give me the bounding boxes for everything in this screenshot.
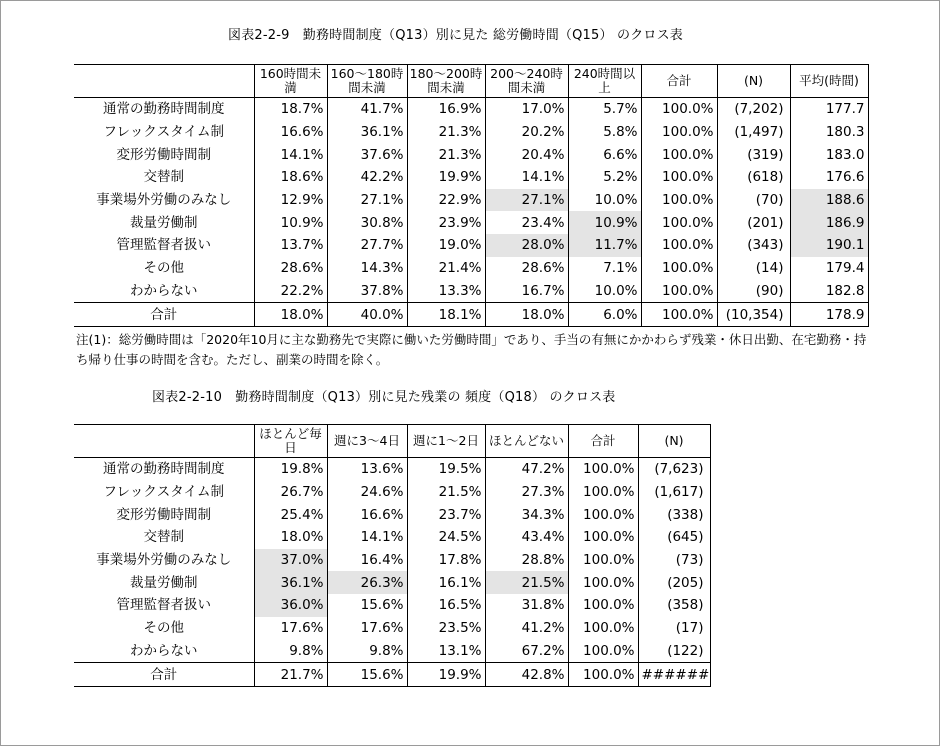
total-label: 合計 [74,663,254,687]
table-cell: 16.9% [407,98,485,121]
table-cell: 100.0% [568,458,638,481]
table-cell: 178.9 [790,303,868,327]
row-label: 管理監督者扱い [74,234,254,257]
table-cell: 25.4% [254,503,327,526]
table-cell: 16.5% [407,594,485,617]
table-cell: (70) [717,189,790,212]
table-cell: 10.9% [568,211,641,234]
table-cell: 42.8% [485,663,568,687]
table-cell: 100.0% [568,571,638,594]
table-cell: 34.3% [485,503,568,526]
table-cell: 100.0% [568,617,638,640]
table-cell: 6.6% [568,143,641,166]
table-cell: 188.6 [790,189,868,212]
table-cell: 37.8% [327,280,407,303]
table-cell: 23.4% [485,211,568,234]
row-label: わからない [74,640,254,663]
table1-body [74,98,868,303]
table-cell: 18.0% [254,526,327,549]
table1-total [74,303,868,327]
table-cell: 67.2% [485,640,568,663]
table-cell: 23.9% [407,211,485,234]
table-cell: 37.0% [254,549,327,572]
table-cell: 13.6% [327,458,407,481]
table-row [74,98,868,121]
table2-header: (N) [638,425,710,458]
table1-header: 160時間未満 [254,65,327,98]
table-cell: (201) [717,211,790,234]
table-cell: 26.7% [254,481,327,504]
table-cell: 26.3% [327,571,407,594]
table-cell: (10,354) [717,303,790,327]
table-row [74,481,710,504]
table-cell: 23.5% [407,617,485,640]
table-cell: (90) [717,280,790,303]
row-label: その他 [74,617,254,640]
row-label: その他 [74,257,254,280]
table-cell: 23.7% [407,503,485,526]
table-cell: 20.2% [485,121,568,144]
table2-body [74,458,710,663]
table-cell: 19.8% [254,458,327,481]
table-cell: 21.3% [407,143,485,166]
table-cell: (7,202) [717,98,790,121]
table-cell: 14.1% [327,526,407,549]
table-cell: 27.3% [485,481,568,504]
table-cell: 18.1% [407,303,485,327]
table2-header: 合計 [568,425,638,458]
table-cell: 24.6% [327,481,407,504]
table-cell: 43.4% [485,526,568,549]
row-label: 裁量労働制 [74,571,254,594]
row-label: 変形労働時間制 [74,143,254,166]
table-cell: 100.0% [641,189,717,212]
table-cell: (618) [717,166,790,189]
table-cell: 100.0% [641,303,717,327]
table1-header: 240時間以上 [568,65,641,98]
table-cell: 190.1 [790,234,868,257]
table-cell: 15.6% [327,594,407,617]
table-cell: (17) [638,617,710,640]
table-cell: 40.0% [327,303,407,327]
table-cell: 13.1% [407,640,485,663]
table-cell: 22.2% [254,280,327,303]
table-cell: 17.6% [254,617,327,640]
table-row [74,594,710,617]
table-cell: 31.8% [485,594,568,617]
table-cell: 16.4% [327,549,407,572]
table-cell: 27.7% [327,234,407,257]
table-cell: 100.0% [568,549,638,572]
table-cell: 28.6% [254,257,327,280]
table-cell: (122) [638,640,710,663]
table-row [74,143,868,166]
table-cell: (343) [717,234,790,257]
table-cell: 14.1% [485,166,568,189]
table1-header: 200～240時間未満 [485,65,568,98]
table-cell: 100.0% [641,257,717,280]
table-cell: 20.4% [485,143,568,166]
table-cell: 17.8% [407,549,485,572]
table-cell: 21.7% [254,663,327,687]
table-row [74,234,868,257]
table-cell: 177.7 [790,98,868,121]
table-row [74,211,868,234]
table-cell: 10.9% [254,211,327,234]
table1-header: 180～200時間未満 [407,65,485,98]
table-cell: 5.2% [568,166,641,189]
table-cell: 36.0% [254,594,327,617]
table-cell: 18.7% [254,98,327,121]
table2-header: 週に1～2日 [407,425,485,458]
table-cell: (1,497) [717,121,790,144]
table-cell: 186.9 [790,211,868,234]
table-cell: 100.0% [568,663,638,687]
table-cell: 16.1% [407,571,485,594]
table-cell: 100.0% [641,143,717,166]
table-cell: 16.6% [327,503,407,526]
table-cell: 100.0% [641,166,717,189]
row-label: 通常の勤務時間制度 [74,98,254,121]
table-cell: 5.7% [568,98,641,121]
table-cell: 9.8% [327,640,407,663]
row-label: わからない [74,280,254,303]
table1-header: 160～180時間未満 [327,65,407,98]
table-cell: 41.7% [327,98,407,121]
row-label: 交替制 [74,526,254,549]
table-row [74,617,710,640]
table-row [74,121,868,144]
table-cell: 183.0 [790,143,868,166]
table-cell: 14.3% [327,257,407,280]
table1-header: 平均(時間) [790,65,868,98]
table1-title: 図表2-2-9 勤務時間制度（Q13）別に見た 総労働時間（Q15） のクロス表 [228,28,684,43]
table-cell: 12.9% [254,189,327,212]
table2-title: 図表2-2-10 勤務時間制度（Q13）別に見た残業の 頻度（Q18） のクロス表 [152,390,616,405]
table-cell: (205) [638,571,710,594]
table-cell: 100.0% [641,98,717,121]
table-cell: 18.6% [254,166,327,189]
table-cell: 21.3% [407,121,485,144]
total-row [74,663,710,687]
table2-header: ほとんど毎日 [254,425,327,458]
table-cell: 100.0% [568,481,638,504]
table-cell: 13.7% [254,234,327,257]
table-cell: 37.6% [327,143,407,166]
table-cell: 100.0% [641,280,717,303]
table-cell: 5.8% [568,121,641,144]
table-cell: 41.2% [485,617,568,640]
table1 [74,64,869,327]
table-row [74,503,710,526]
table-cell: 179.4 [790,257,868,280]
row-label: フレックスタイム制 [74,481,254,504]
row-label: フレックスタイム制 [74,121,254,144]
row-label: 事業場外労働のみなし [74,189,254,212]
table-cell: 18.0% [254,303,327,327]
row-label: 裁量労働制 [74,211,254,234]
table-cell: 100.0% [568,640,638,663]
row-label: 通常の勤務時間制度 [74,458,254,481]
table-cell: 180.3 [790,121,868,144]
table-cell: (338) [638,503,710,526]
table-cell: 17.6% [327,617,407,640]
table-row [74,166,868,189]
table-cell: ###### [638,663,710,687]
table-cell: 28.8% [485,549,568,572]
table-cell: 100.0% [641,211,717,234]
table1-header: (N) [717,65,790,98]
table-cell: 100.0% [568,503,638,526]
table-row [74,189,868,212]
table-row [74,257,868,280]
table-row [74,549,710,572]
table-row [74,458,710,481]
table-cell: 47.2% [485,458,568,481]
table-cell: (645) [638,526,710,549]
row-label: 変形労働時間制 [74,503,254,526]
table-cell: 100.0% [641,121,717,144]
table-cell: 16.6% [254,121,327,144]
table-cell: (14) [717,257,790,280]
table-cell: 36.1% [327,121,407,144]
table2-header: ほとんどない [485,425,568,458]
table-cell: 182.8 [790,280,868,303]
table-cell: 42.2% [327,166,407,189]
table-cell: 6.0% [568,303,641,327]
table-cell: 30.8% [327,211,407,234]
table-row [74,526,710,549]
row-label: 交替制 [74,166,254,189]
table-cell: 10.0% [568,189,641,212]
table-row [74,571,710,594]
table-cell: 21.5% [407,481,485,504]
total-row [74,303,868,327]
table2 [74,424,711,687]
table-cell: 28.0% [485,234,568,257]
table-row [74,280,868,303]
table-cell: 9.8% [254,640,327,663]
table2-corner [74,425,254,458]
table-cell: 11.7% [568,234,641,257]
table-cell: 27.1% [485,189,568,212]
table2-header: 週に3～4日 [327,425,407,458]
row-label: 管理監督者扱い [74,594,254,617]
table2-total [74,663,710,687]
table-cell: 10.0% [568,280,641,303]
table1-header: 合計 [641,65,717,98]
table-cell: 15.6% [327,663,407,687]
table-cell: 21.4% [407,257,485,280]
table-cell: 27.1% [327,189,407,212]
table1-note: 注(1)：総労働時間は「2020年10月に主な勤務先で実際に働いた労働時間」であり、手当の有無にかかわらず残業・休日出勤、在宅勤務・持ち帰り仕事の時間を含む。ただし、副業の時間を除く。 [76,332,867,367]
table-cell: 14.1% [254,143,327,166]
table-cell: 19.0% [407,234,485,257]
total-label: 合計 [74,303,254,327]
row-label: 事業場外労働のみなし [74,549,254,572]
table-row [74,640,710,663]
table-cell: 17.0% [485,98,568,121]
table-cell: 22.9% [407,189,485,212]
table-cell: 28.6% [485,257,568,280]
table-cell: 21.5% [485,571,568,594]
table-cell: (358) [638,594,710,617]
table-cell: 36.1% [254,571,327,594]
table-cell: 100.0% [641,234,717,257]
table-cell: (7,623) [638,458,710,481]
table-cell: 100.0% [568,594,638,617]
table-cell: 13.3% [407,280,485,303]
table-cell: (319) [717,143,790,166]
table-cell: 176.6 [790,166,868,189]
table-cell: 19.9% [407,166,485,189]
table-cell: 7.1% [568,257,641,280]
table1-corner [74,65,254,98]
table-cell: 16.7% [485,280,568,303]
table-cell: 18.0% [485,303,568,327]
table-cell: 24.5% [407,526,485,549]
table-cell: (1,617) [638,481,710,504]
table-cell: 19.5% [407,458,485,481]
table-cell: 100.0% [568,526,638,549]
table-cell: (73) [638,549,710,572]
table-cell: 19.9% [407,663,485,687]
